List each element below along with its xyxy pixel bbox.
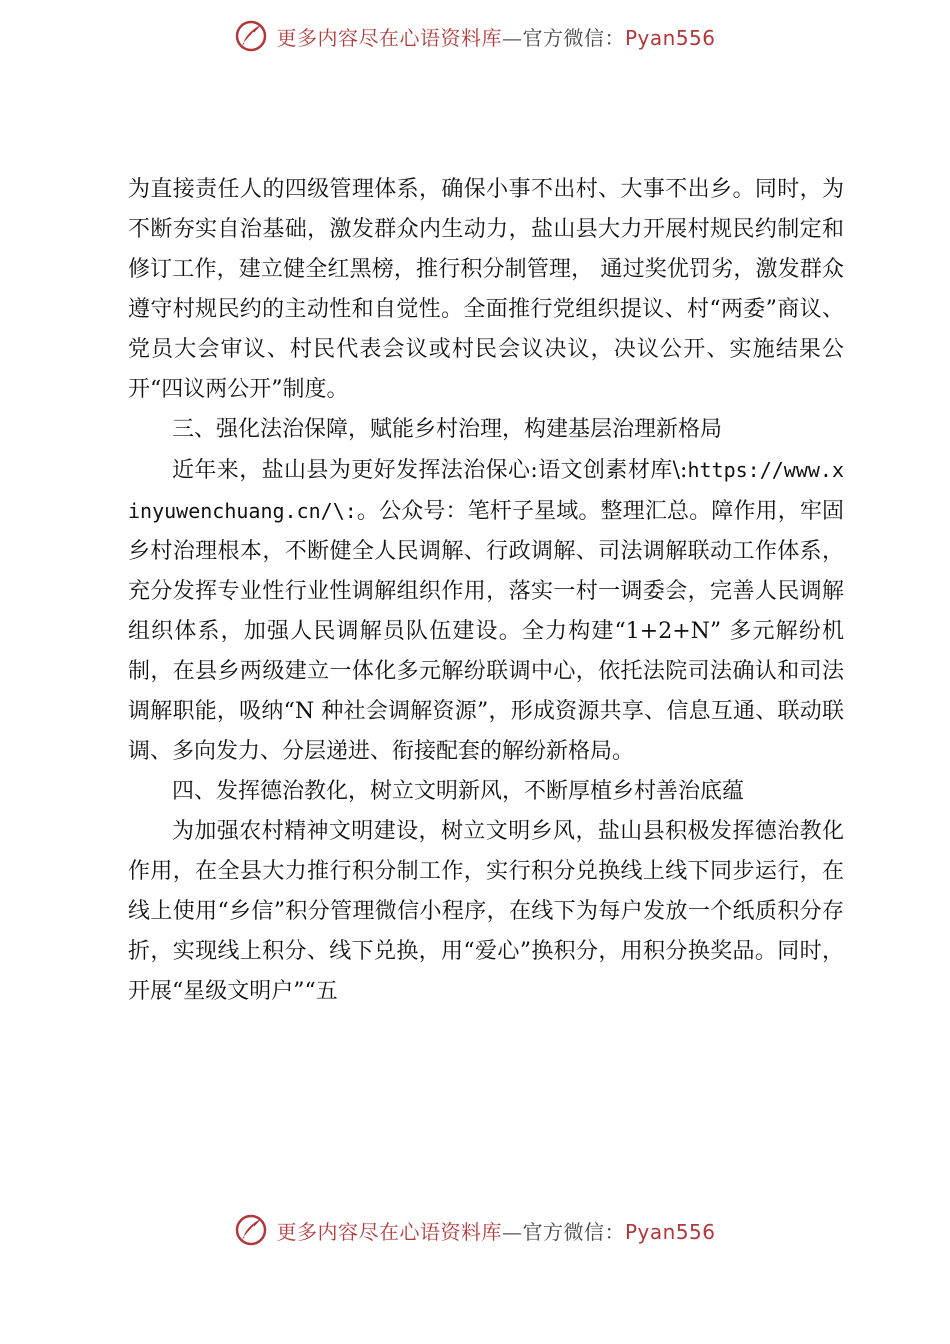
footer-dash: — xyxy=(501,1219,523,1244)
header-site-name: 更多内容尽在心语资料库 xyxy=(276,25,502,50)
header-banner-text xyxy=(276,22,715,51)
footer-site-name: 更多内容尽在心语资料库 xyxy=(276,1219,502,1244)
paragraph-rule-of-law xyxy=(128,450,844,772)
paragraph-continuation: 为直接责任人的四级管理体系，确保小事不出村、大事不出乡。同时，为不断夯实自治基础，激发群众内生动力，盐山县大力开展村规民约制定和修订工作，建立健全红黑榜，推行积分制管理， 通过奖优罚劣，激发群众遵守村规民约的主动性和自觉性。全面推行党组织提议、村“两委”商议、党员大会审议、村民代表会议或村民会议决议，决议公开、实施结果公开“四议两公开”制度。 xyxy=(128,177,844,402)
footer-wechat-id: Pyan556 xyxy=(624,1219,716,1244)
paragraph-rule-of-law-rest: 。公众号：笔杆子星域。整理汇总。障作用，牢固乡村治理根本，不断健全人民调解、行政调解、司法调解联动工作体系，充分发挥专业性行业性调解组织作用，落实一村一调委会，完善人民调解组织体系，加强人民调解员队伍建设。全力构建“1+2+N” 多元解纷机制，在县乡两级建立一体化多元解纷联调中心，依托法院司法确认和司法调解职能，吸纳“N 种社会调解资源”，形成资源共享、信息互通、联动联调、多向发力、分层递进、衔接配套的解纷新格局。 xyxy=(128,499,844,764)
footer-banner xyxy=(0,1208,950,1252)
header-dash: — xyxy=(501,25,523,50)
section-heading-3: 三、强化法治保障，赋能乡村治理，构建基层治理新格局 xyxy=(172,417,723,442)
quill-logo-icon xyxy=(234,1213,268,1247)
footer-wechat-label: 官方微信： xyxy=(522,1219,625,1244)
header-wechat-id: Pyan556 xyxy=(624,25,716,50)
section-heading-4: 四、发挥德治教化，树立文明新风，不断厚植乡村善治底蕴 xyxy=(172,779,745,804)
footer-banner-text xyxy=(276,1216,715,1245)
quill-logo-icon xyxy=(234,19,268,53)
paragraph-moral-education: 为加强农村精神文明建设，树立文明乡风，盐山县积极发挥德治教化作用，在全县大力推行积分制工作，实行积分兑换线上线下同步运行，在线上使用“乡信”积分管理微信小程序，在线下为每户发放一个纸质积分存折，实现线上积分、线下兑换，用“爱心”换积分，用积分换奖品。同时，开展“星级文明户”“五 xyxy=(128,819,844,1004)
header-banner xyxy=(0,14,950,58)
document-body xyxy=(128,170,844,1012)
paragraph-rule-of-law-start: 近年来，盐山县为更好发挥法治保心:语文创素材库\: xyxy=(172,458,688,483)
header-wechat-label: 官方微信： xyxy=(522,25,625,50)
source-url: https://www.xinyuwenchuang.cn/\: xyxy=(128,458,844,523)
